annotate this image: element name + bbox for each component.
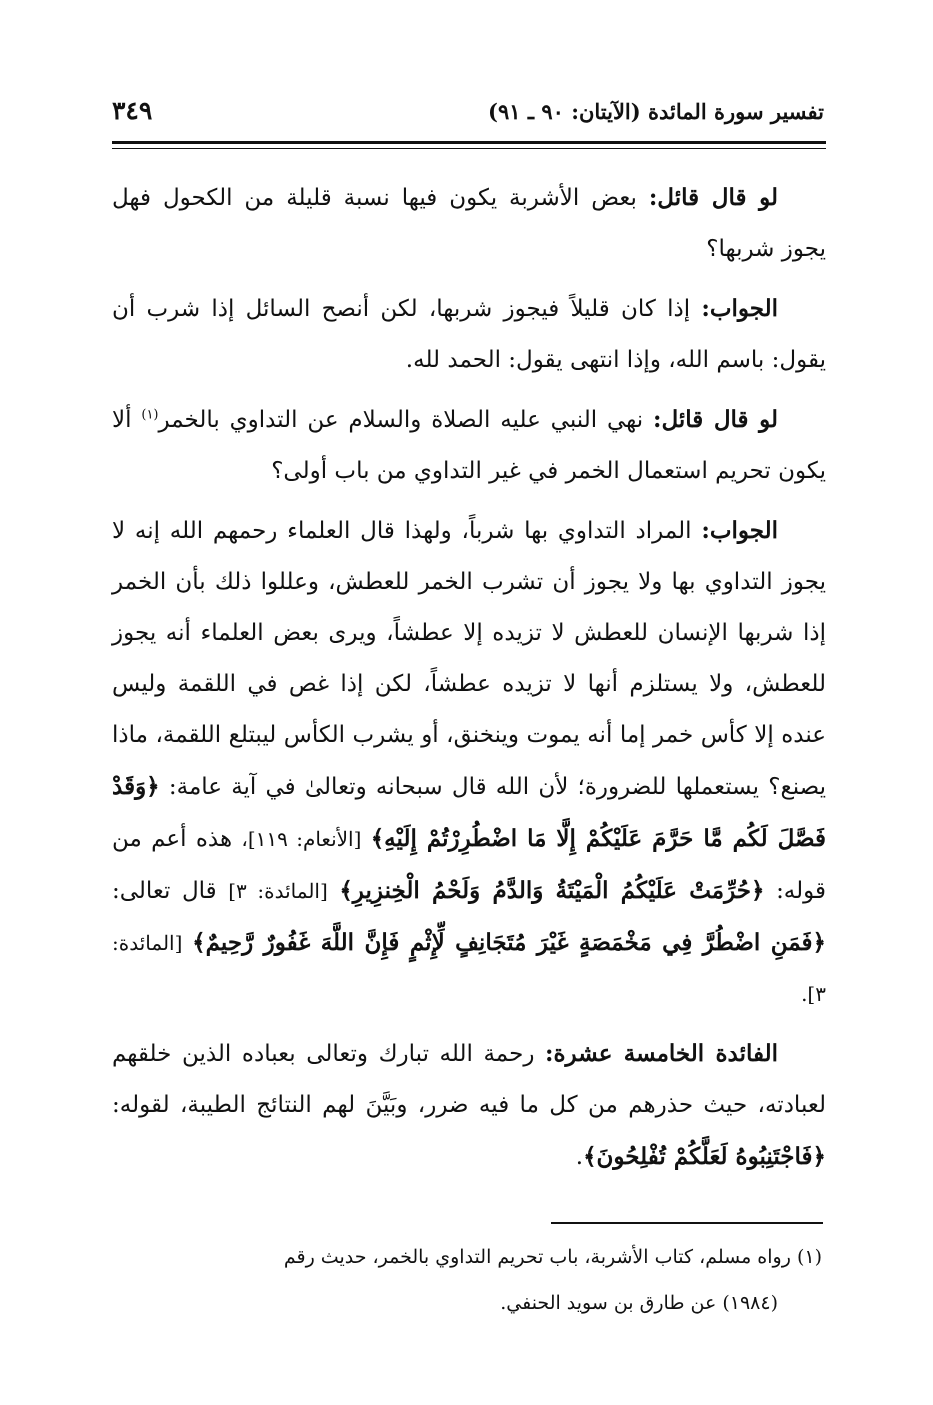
quran-verse: ﴿حُرِّمَتْ عَلَيْكُمُ الْمَيْتَةُ وَالدَّمُ وَلَحْمُ الْخِنزِيرِ﴾ <box>339 877 765 904</box>
paragraph-text: المراد التداوي بها شرباً، ولهذا قال العلماء رحمهم الله إنه لا يجوز التداوي بها ولا يجوز أن تشرب الخمر للعطش، وعللوا ذلك بأن الخمر إذا شربها الإنسان للعطش لا تزيده إلا عطشاً، ويرى بعض العلماء أنه يجوز للعطش، ولا يستلزم أنها لا تزيده عطشاً، لكن إذا غص في اللقمة وليس عنده إلا كأس خمر إما أنه يموت وينخنق، أو يشرب الكأس ليبتلع اللقمة، ماذا يصنع؟ يستعملها للضرورة؛ لأن الله قال سبحانه وتعالىٰ في آية عامة: <box>112 518 826 800</box>
paragraph-text: بعض الأشربة يكون فيها نسبة قليلة من الكحول فهل يجوز شربها؟ <box>112 185 826 262</box>
paragraph-end: . <box>575 1144 584 1170</box>
header-rule-thin <box>112 148 826 149</box>
paragraph-text: قال تعالى: <box>112 878 217 904</box>
footnote <box>112 1234 822 1326</box>
lead-phrase: الفائدة الخامسة عشرة: <box>545 1040 779 1067</box>
header-rule-thick <box>112 141 826 144</box>
verse-reference: [المائدة: ٣] <box>228 879 328 903</box>
paragraph-text: إذا كان قليلاً فيجوز شربها، لكن أنصح السائل إذا شرب أن يقول: باسم الله، وإذا انتهى يقول: الحمد لله. <box>112 296 826 373</box>
lead-phrase: الجواب: <box>701 517 779 544</box>
footnote-line <box>112 1234 822 1280</box>
verse-reference: [المائدة: ٣]. <box>112 931 826 1006</box>
verse-reference: [الأنعام: ١١٩]، <box>241 827 362 851</box>
paragraph-text: رحمة الله تبارك وتعالى بعباده الذين خلقهم لعبادته، حيث حذرهم من كل ما فيه ضرر، وبَيَّنَ لهم النتائج الطيبة، لقوله: <box>112 1041 826 1118</box>
footnote-rule <box>551 1222 823 1224</box>
paragraph-text: هذه أعم من قوله: <box>112 826 827 904</box>
paragraph-text: نهي النبي عليه الصلاة والسلام عن التداوي بالخمر <box>158 407 644 433</box>
page-header <box>112 96 824 136</box>
paragraph-question-1 <box>112 172 826 275</box>
lead-phrase: لو قال قائل: <box>652 406 778 433</box>
footnote-number: (١) <box>796 1246 822 1268</box>
quran-verse: ﴿فَاجْتَنِبُوهُ لَعَلَّكُمْ تُفْلِحُونَ﴾ <box>583 1143 826 1170</box>
footnote-text: (١٩٨٤) عن طارق بن سويد الحنفي. <box>500 1292 778 1314</box>
page-number: ٣٤٩ <box>112 96 153 125</box>
footnote-line <box>112 1280 822 1326</box>
lead-phrase: الجواب: <box>701 295 778 322</box>
paragraph-benefit-15 <box>112 1028 826 1183</box>
paragraph-question-2 <box>112 394 826 497</box>
quran-verse: ﴿وَقَدْ فَصَّلَ لَكُم مَّا حَرَّمَ عَلَيْكُمْ إِلَّا مَا اضْطُرِرْتُمْ إِلَيْهِ﴾ <box>112 773 826 852</box>
main-text <box>112 172 826 1191</box>
quran-verse: ﴿فَمَنِ اضْطُرَّ فِي مَخْمَصَةٍ غَيْرَ مُتَجَانِفٍ لِّإِثْمٍ فَإِنَّ اللَّهَ غَفُورٌ رَّحِيمٌ﴾ <box>192 929 826 956</box>
running-title: تفسير سورة المائدة (الآيتان: ٩٠ ـ ٩١) <box>488 99 824 124</box>
footnote-marker: (١) <box>141 407 159 423</box>
paragraph-text: ألا يكون تحريم استعمال الخمر في غير التداوي من باب أولى؟ <box>112 407 826 484</box>
lead-phrase: لو قال قائل: <box>648 184 778 211</box>
footnote-text: رواه مسلم، كتاب الأشربة، باب تحريم التداوي بالخمر، حديث رقم <box>283 1246 791 1268</box>
paragraph-answer-2 <box>112 505 826 1020</box>
paragraph-answer-1 <box>112 283 826 386</box>
